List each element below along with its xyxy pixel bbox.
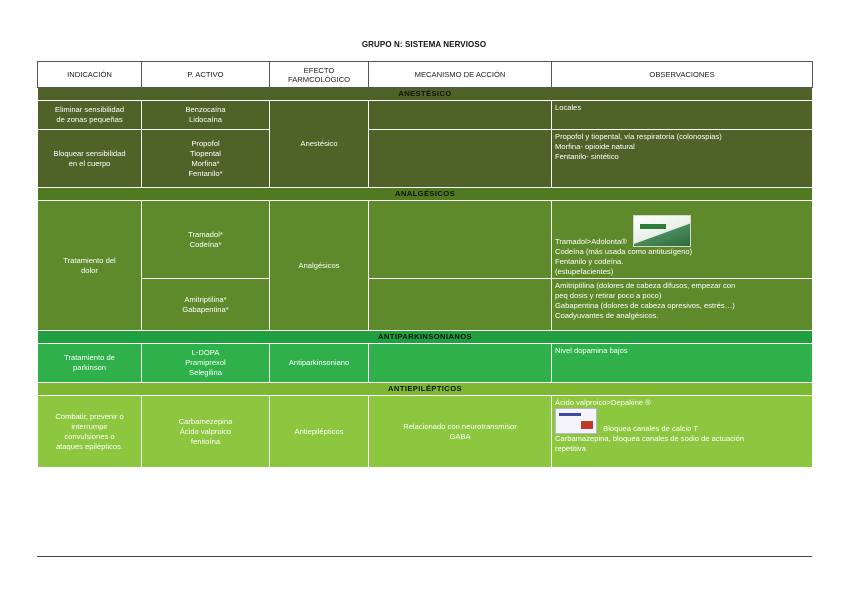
observacion-line: peq dosis y retirar poco a poco) (555, 291, 662, 300)
mecanismo-cell (369, 279, 552, 331)
section-title-analgesicos: ANALGÉSICOS (38, 188, 813, 201)
activo-item: Tramadol* (188, 229, 223, 239)
activo-cell (142, 344, 270, 383)
observacion-line: Fentanilo y codeína. (555, 257, 624, 266)
activo-item: Pramiprexol (185, 358, 226, 367)
observacion-line: Amitriptilina (dolores de cabeza difusos, empezar con (555, 281, 736, 290)
observaciones-cell (552, 344, 813, 383)
observacion-line: Coadyuvantes de analgésicos. (555, 311, 659, 320)
observaciones-cell (552, 201, 813, 279)
observacion-text: Tramadol>Adolonta® (555, 237, 627, 246)
table-row (38, 344, 813, 383)
section-title-antiepilepticos: ANTIEPILÉPTICOS (38, 383, 813, 396)
indicacion-line: convulsiones o (64, 431, 115, 441)
indicacion-cell (38, 101, 142, 130)
activo-item: fenitoína (190, 436, 221, 446)
mecanismo-line: GABA (449, 431, 471, 441)
table-row (38, 201, 813, 279)
activo-item: Tiopental (190, 148, 221, 158)
observaciones-cell (552, 396, 813, 468)
activo-cell (142, 279, 270, 331)
activo-item: Amitriptilina* (184, 294, 227, 304)
table-row (38, 130, 813, 188)
section-title-anestesico: ANESTÉSICO (38, 88, 813, 101)
indicacion-line: Tratamiento del (63, 255, 116, 265)
efecto-cell: Antiparkinsoniano (270, 344, 369, 383)
indicacion-line: en el cuerpo (68, 158, 111, 168)
table-row (38, 396, 813, 468)
header-indicacion: INDICACIÓN (38, 62, 142, 88)
indicacion-line: de zonas pequeñas (56, 115, 123, 124)
mecanismo-cell (369, 101, 552, 130)
observacion-line: Fentanilo- sintético (555, 152, 619, 161)
observacion-line: repetitiva (555, 444, 586, 453)
activo-item: Codeína* (189, 239, 222, 249)
activo-item: Gabapentina* (182, 304, 229, 314)
adolonta-box-image (633, 215, 691, 247)
page-title: GRUPO N: SISTEMA NERVIOSO (361, 40, 487, 49)
efecto-cell: Anestésico (270, 101, 369, 188)
mecanismo-cell (369, 201, 552, 279)
depakine-box-image (555, 408, 597, 434)
section-analgesicos (38, 188, 813, 331)
indicacion-cell (38, 201, 142, 331)
observacion-line: Codeína (más usada como antitusígeno) (555, 247, 693, 256)
activo-item: L-DOPA (191, 348, 220, 357)
observacion-line: (estupefacientes) (555, 267, 614, 276)
footer-divider (37, 556, 812, 557)
table-row (38, 101, 813, 130)
activo-item: Lidocaína (189, 115, 222, 124)
observacion-line: Ácido valproico>Depakine ® (555, 398, 651, 407)
observacion-text: Bloquea canales de calcio T (603, 424, 698, 433)
observaciones-cell (552, 279, 813, 331)
indicacion-cell (38, 344, 142, 383)
mecanismo-line: Relacionado con neurotransmisor (403, 421, 517, 431)
activo-cell (142, 396, 270, 468)
section-anestesico (38, 88, 813, 188)
observacion-line: Propofol y tiopental, vía respiratoria (colonospias) (555, 132, 722, 141)
indicacion-cell (38, 130, 142, 188)
header-observaciones: OBSERVACIONES (552, 62, 813, 88)
observacion-line: Nivel dopamina bajos (555, 346, 628, 355)
indicacion-cell (38, 396, 142, 468)
observacion-line: Carbamazepina, bloquea canales de sodio de actuación (555, 434, 745, 443)
observacion-line: Morfina- opioide natural (555, 142, 635, 151)
indicacion-line: ataques epilépticos. (55, 441, 124, 451)
activo-item: Selegilina (189, 368, 222, 377)
indicacion-line: dolor (81, 265, 98, 275)
header-p-activo: P. ACTIVO (142, 62, 270, 88)
observacion-line: Locales (555, 103, 582, 112)
mecanismo-cell (369, 130, 552, 188)
mecanismo-cell (369, 344, 552, 383)
indicacion-line: Tratamiento de (64, 353, 115, 362)
indicacion-line: interrumpir (71, 421, 108, 431)
header-mecanismo: MECANISMO DE ACCIÓN (369, 62, 552, 88)
activo-item: Benzocaína (185, 105, 226, 114)
efecto-cell: Antiepilépticos (270, 396, 369, 468)
indicacion-line: Combatir, prevenir o (55, 411, 124, 421)
table-row (38, 279, 813, 331)
activo-cell (142, 201, 270, 279)
indicacion-line: Bloquear sensibilidad (53, 148, 126, 158)
activo-item: Ácido valproico (179, 426, 232, 436)
activo-item: Fentanilo* (188, 168, 223, 178)
section-antiparkinsonianos (38, 331, 813, 383)
efecto-cell: Analgésicos (270, 201, 369, 331)
mecanismo-cell (369, 396, 552, 468)
indicacion-line: Eliminar sensibilidad (54, 105, 125, 114)
observacion-line-with-image (555, 408, 809, 434)
observaciones-cell (552, 101, 813, 130)
activo-item: Propofol (191, 138, 220, 148)
header-efecto-line2: FARMCOLÓGICO (287, 74, 351, 84)
activo-item: Morfina* (191, 158, 220, 168)
activo-cell (142, 101, 270, 130)
activo-item: Carbamezepina (178, 416, 233, 426)
header-efecto-line1: EFECTO (303, 65, 335, 75)
drug-table (37, 61, 813, 468)
observaciones-cell (552, 130, 813, 188)
header-row (38, 62, 813, 88)
section-title-antiparkinsonianos: ANTIPARKINSONIANOS (38, 331, 813, 344)
header-efecto (270, 62, 369, 88)
activo-cell (142, 130, 270, 188)
indicacion-line: parkinson (73, 363, 106, 372)
observacion-line: Gabapentina (dolores de cabeza opresivos, estrés…) (555, 301, 735, 310)
section-antiepilepticos (38, 383, 813, 468)
observacion-line-with-image (555, 215, 809, 247)
